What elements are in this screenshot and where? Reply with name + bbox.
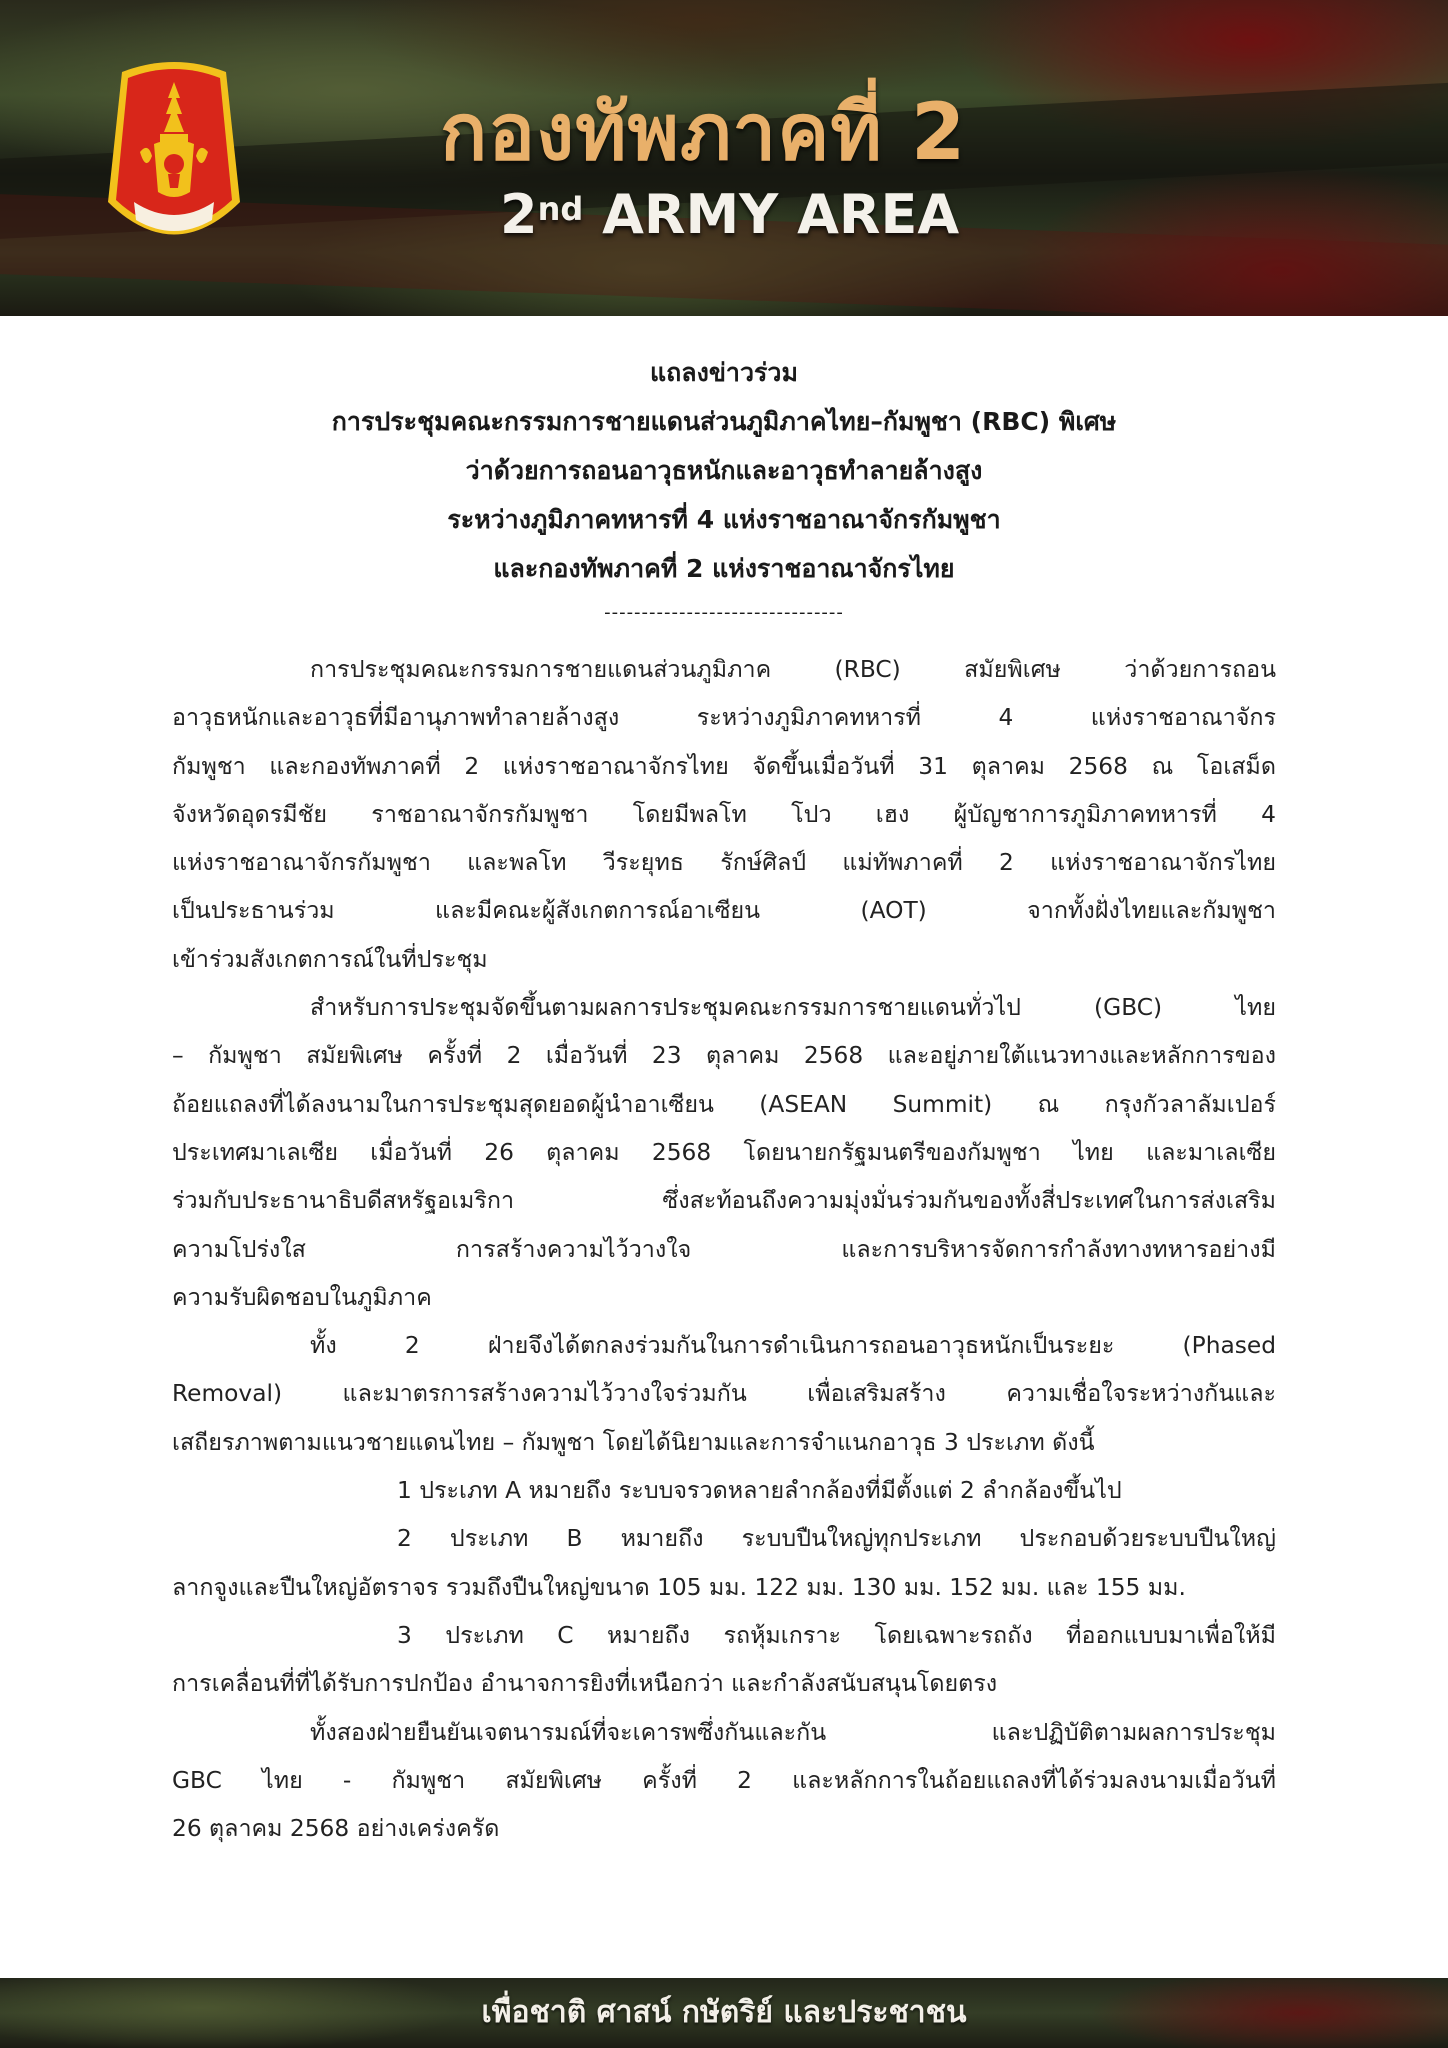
- weapon-category-b: 2 ประเภท B หมายถึง ระบบปืนใหญ่ทุกประเภท ประกอบด้วยระบบปืนใหญ่: [397, 1525, 1276, 1553]
- footer-banner: [0, 1978, 1448, 2048]
- header-title-rest: ARMY AREA: [583, 183, 960, 246]
- body-line: – กัมพูชา สมัยพิเศษ ครั้งที่ 2 เมื่อวันที่ 23 ตุลาคม 2568 และอยู่ภายใต้แนวทางและหลักการของ: [172, 1042, 1276, 1070]
- weapon-category-c: 3 ประเภท C หมายถึง รถหุ้มเกราะ โดยเฉพาะรถถัง ที่ออกแบบมาเพื่อให้มี: [397, 1621, 1276, 1649]
- body-line: การประชุมคณะกรรมการชายแดนส่วนภูมิภาค (RBC) สมัยพิเศษ ว่าด้วยการถอน: [310, 656, 1276, 683]
- heading-line-3: ว่าด้วยการถอนอาวุธหนักและอาวุธทำลายล้างสูง: [465, 456, 983, 485]
- body-line: ประเทศมาเลเซีย เมื่อวันที่ 26 ตุลาคม 2568 โดยนายกรัฐมนตรีของกัมพูชา ไทย และมาเลเซีย: [172, 1138, 1276, 1166]
- heading-separator: --------------------------------: [604, 602, 844, 623]
- body-line: GBC ไทย - กัมพูชา สมัยพิเศษ ครั้งที่ 2 และหลักการในถ้อยแถลงที่ได้ร่วมลงนามเมื่อวันที่: [172, 1766, 1276, 1794]
- heading-line-5: และกองทัพภาคที่ 2 แห่งราชอาณาจักรไทย: [493, 554, 955, 583]
- body-line: กัมพูชา และกองทัพภาคที่ 2 แห่งราชอาณาจักรไทย จัดขึ้นเมื่อวันที่ 31 ตุลาคม 2568 ณ โอเสม็ด: [172, 752, 1276, 780]
- body-line: 26 ตุลาคม 2568 อย่างเคร่งครัด: [172, 1815, 500, 1843]
- body-line: ทั้ง 2 ฝ่ายจึงได้ตกลงร่วมกันในการดำเนินการถอนอาวุธหนักเป็นระยะ (Phased: [310, 1332, 1276, 1360]
- body-line: ลากจูงและปืนใหญ่อัตราจร รวมถึงปืนใหญ่ขนาด 105 มม. 122 มม. 130 มม. 152 มม. และ 155 มม.: [172, 1573, 1186, 1601]
- body-line: การเคลื่อนที่ที่ได้รับการปกป้อง อำนาจการยิงที่เหนือกว่า และกำลังสนับสนุนโดยตรง: [172, 1670, 998, 1698]
- body-line: เสถียรภาพตามแนวชายแดนไทย – กัมพูชา โดยได้นิยามและการจำแนกอาวุธ 3 ประเภท ดังนี้: [172, 1428, 1095, 1456]
- body-line: ทั้งสองฝ่ายยืนยันเจตนารมณ์ที่จะเคารพซึ่งกันและกัน และปฏิบัติตามผลการประชุม: [310, 1718, 1276, 1746]
- weapon-category-a: 1 ประเภท A หมายถึง ระบบจรวดหลายลำกล้องที่มีตั้งแต่ 2 ลำกล้องขึ้นไป: [397, 1477, 1122, 1505]
- body-line: สำหรับการประชุมจัดขึ้นตามผลการประชุมคณะกรรมการชายแดนทั่วไป (GBC) ไทย: [310, 994, 1276, 1022]
- body-line: ถ้อยแถลงที่ได้ลงนามในการประชุมสุดยอดผู้นำอาเซียน (ASEAN Summit) ณ กรุงกัวลาลัมเปอร์: [172, 1090, 1276, 1118]
- body-line: แห่งราชอาณาจักรกัมพูชา และพลโท วีระยุทธ รักษ์ศิลป์ แม่ทัพภาคที่ 2 แห่งราชอาณาจักรไทย: [172, 849, 1276, 877]
- body-line: Removal) และมาตรการสร้างความไว้วางใจร่วมกัน เพื่อเสริมสร้าง ความเชื่อใจระหว่างกันและ: [172, 1380, 1276, 1408]
- header-title-english: [500, 180, 1020, 250]
- press-release-body: [172, 646, 1276, 1853]
- body-line: ร่วมกับประธานาธิบดีสหรัฐอเมริกา ซึ่งสะท้อนถึงความมุ่งมั่นร่วมกันของทั้งสี่ประเทศในการส่งเสริม: [172, 1187, 1276, 1215]
- royal-army-emblem-icon: [104, 52, 244, 262]
- heading-line-2: การประชุมคณะกรรมการชายแดนส่วนภูมิภาคไทย–กัมพูชา (RBC) พิเศษ: [331, 407, 1117, 436]
- header-banner: [0, 0, 1448, 316]
- heading-line-1: แถลงข่าวร่วม: [650, 358, 798, 387]
- header-title-thai: กองทัพภาคที่ 2: [440, 88, 967, 178]
- body-line: อาวุธหนักและอาวุธที่มีอานุภาพทำลายล้างสูง ระหว่างภูมิภาคทหารที่ 4 แห่งราชอาณาจักร: [172, 704, 1276, 732]
- body-line: เข้าร่วมสังเกตการณ์ในที่ประชุม: [172, 945, 488, 973]
- body-line: เป็นประธานร่วม และมีคณะผู้สังเกตการณ์อาเซียน (AOT) จากทั้งฝั่งไทยและกัมพูชา: [172, 897, 1276, 925]
- footer-motto: เพื่อชาติ ศาสน์ กษัตริย์ และประชาชน: [481, 1995, 967, 2030]
- header-title-suffix: nd: [537, 190, 584, 228]
- body-line: ความรับผิดชอบในภูมิภาค: [172, 1283, 432, 1311]
- body-line: จังหวัดอุดรมีชัย ราชอาณาจักรกัมพูชา โดยมีพลโท โปว เฮง ผู้บัญชาการภูมิภาคทหารที่ 4: [172, 800, 1276, 828]
- press-release-heading: [150, 348, 1298, 633]
- header-title-number: 2: [500, 183, 538, 246]
- body-line: ความโปร่งใส การสร้างความไว้วางใจ และการบริหารจัดการกำลังทางทหารอย่างมี: [172, 1235, 1276, 1263]
- heading-line-4: ระหว่างภูมิภาคทหารที่ 4 แห่งราชอาณาจักรกัมพูชา: [447, 505, 1001, 534]
